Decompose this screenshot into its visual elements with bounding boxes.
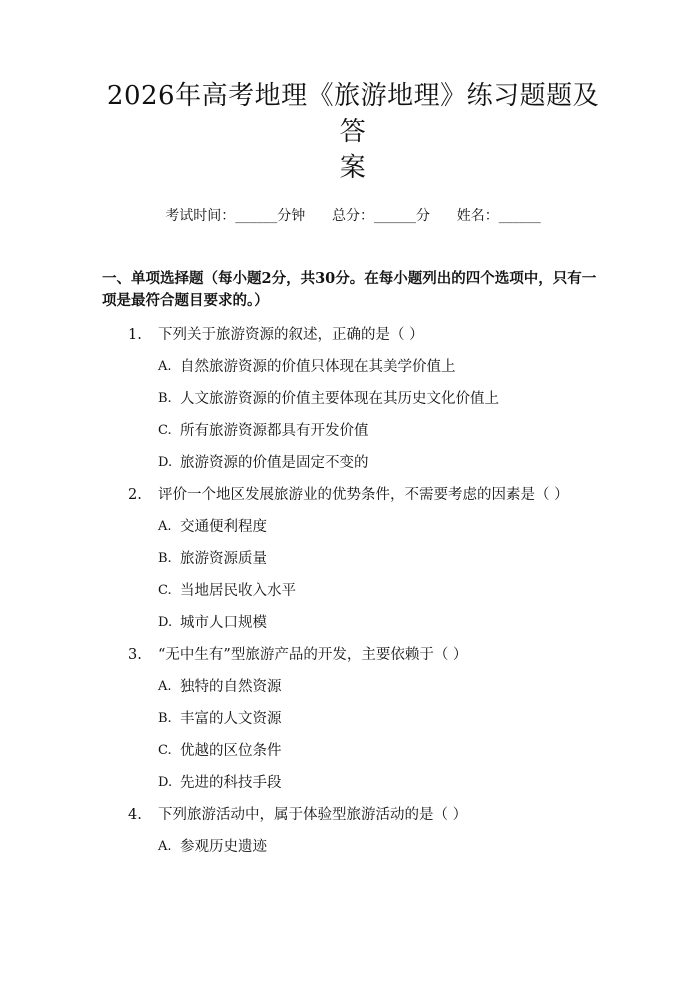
question-stem [102, 806, 604, 824]
option-item [102, 582, 604, 600]
question-number: 4. [128, 807, 142, 823]
question-number: 1. [128, 327, 142, 343]
option-list [102, 678, 604, 792]
option-label: C. [158, 583, 172, 598]
option-label: B. [158, 551, 172, 566]
title-line-2: 案 [339, 153, 367, 183]
option-item [102, 678, 604, 696]
option-item [102, 358, 604, 376]
question-stem [102, 326, 604, 344]
option-label: A. [158, 359, 172, 374]
option-label: A. [158, 679, 172, 694]
option-text: 丰富的人文资源 [180, 711, 282, 727]
option-text: 人文旅游资源的价值主要体现在其历史文化价值上 [180, 391, 499, 407]
option-label: A. [158, 519, 172, 534]
question-block [102, 646, 604, 792]
option-item [102, 774, 604, 792]
option-text: 旅游资源的价值是固定不变的 [180, 455, 369, 471]
option-label: A. [158, 839, 172, 854]
section-heading: 一、单项选择题（每小题2分，共30分。在每小题列出的四个选项中，只有一项是最符合题目要求的。） [102, 270, 597, 309]
title-line-1: 2026年高考地理《旅游地理》练习题题及答 [106, 81, 600, 147]
option-item [102, 518, 604, 536]
option-item [102, 614, 604, 632]
question-number: 3. [128, 647, 142, 663]
option-label: D. [158, 615, 173, 630]
option-label: C. [158, 423, 172, 438]
question-stem [102, 646, 604, 664]
exam-info-line: 考试时间：______分钟 总分：______分 姓名：______ [165, 208, 541, 224]
option-item [102, 550, 604, 568]
question-text: “无中生有”型旅游产品的开发，主要依赖于（ ） [158, 647, 468, 663]
option-text: 当地居民收入水平 [180, 583, 296, 599]
question-block [102, 326, 604, 472]
option-item [102, 742, 604, 760]
option-label: B. [158, 711, 172, 726]
question-block [102, 486, 604, 632]
option-list [102, 518, 604, 632]
question-text: 下列旅游活动中，属于体验型旅游活动的是（ ） [158, 807, 468, 823]
option-text: 优越的区位条件 [180, 743, 282, 759]
option-text: 所有旅游资源都具有开发价值 [180, 423, 369, 439]
option-text: 城市人口规模 [180, 615, 267, 631]
option-text: 先进的科技手段 [180, 775, 282, 791]
option-text: 参观历史遗迹 [180, 839, 267, 855]
question-stem [102, 486, 604, 504]
option-label: D. [158, 775, 173, 790]
option-label: C. [158, 743, 172, 758]
option-text: 独特的自然资源 [180, 679, 282, 695]
question-list [102, 326, 604, 856]
option-label: D. [158, 455, 173, 470]
option-text: 旅游资源质量 [180, 551, 267, 567]
option-item [102, 710, 604, 728]
option-list [102, 838, 604, 856]
question-text: 评价一个地区发展旅游业的优势条件，不需要考虑的因素是（ ） [158, 487, 569, 503]
question-number: 2. [128, 487, 142, 503]
document-title [102, 78, 604, 186]
question-text: 下列关于旅游资源的叙述，正确的是（ ） [158, 327, 424, 343]
option-item [102, 390, 604, 408]
option-text: 自然旅游资源的价值只体现在其美学价值上 [180, 359, 456, 375]
option-list [102, 358, 604, 472]
option-item [102, 838, 604, 856]
option-label: B. [158, 391, 172, 406]
exam-page [0, 78, 700, 983]
option-item [102, 454, 604, 472]
option-item [102, 422, 604, 440]
question-block [102, 806, 604, 856]
option-text: 交通便利程度 [180, 519, 267, 535]
